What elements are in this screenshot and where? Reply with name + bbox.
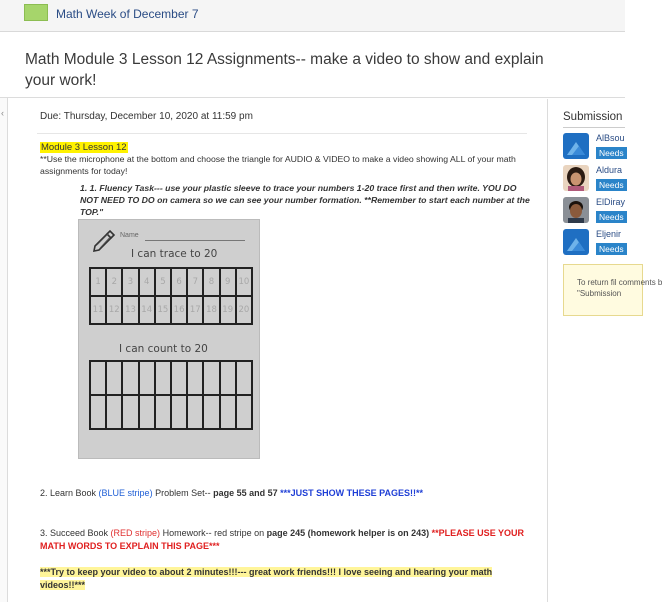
count-cell	[236, 361, 252, 395]
submission-item[interactable]	[563, 197, 633, 227]
assignment-content	[9, 99, 548, 602]
divider	[37, 133, 527, 134]
status-badge: Needs	[596, 179, 627, 191]
count-cell	[220, 395, 236, 429]
default-avatar-icon	[563, 229, 589, 255]
student-name[interactable]: AlBsou	[596, 133, 625, 143]
step-succeed-book	[40, 527, 535, 553]
avatar	[563, 165, 589, 191]
breadcrumb-folder-link[interactable]: Math Week of December 7	[56, 7, 199, 21]
closing-text: ***Try to keep your video to about 2 minutes!!!--- great work friends!!! I love seeing and hearing your math videos!!***	[40, 567, 493, 590]
trace-cell: 2	[106, 268, 122, 296]
count-cell	[155, 395, 171, 429]
trace-cell: 11	[90, 296, 106, 324]
fluency-task: 1. 1. Fluency Task--- use your plastic sleeve to trace your numbers 1-20 trace first and then write. YOU DO NOT NEED TO DO on camera so we can see your number formation. **Remember to start each number at the TOP."	[80, 183, 530, 217]
submissions-title: Submission	[563, 111, 623, 123]
count-cell	[220, 361, 236, 395]
trace-cell: 17	[187, 296, 203, 324]
count-cell	[187, 361, 203, 395]
trace-cell: 5	[155, 268, 171, 296]
trace-cell: 13	[122, 296, 138, 324]
trace-cell: 4	[139, 268, 155, 296]
default-avatar-icon	[563, 133, 589, 159]
trace-cell: 14	[139, 296, 155, 324]
submission-item[interactable]	[563, 165, 633, 195]
step2-middle: Problem Set--	[152, 488, 214, 498]
chevron-left-icon: ‹	[1, 108, 4, 118]
left-rail-toggle[interactable]	[0, 98, 8, 602]
count-grid	[89, 360, 253, 430]
page-title: Math Module 3 Lesson 12 Assignments-- make a video to show and explain your work!	[25, 51, 544, 89]
instructions-intro: **Use the microphone at the bottom and choose the triangle for AUDIO & VIDEO to make a video showing ALL of your math assignments for today!	[40, 154, 516, 176]
count-cell	[171, 395, 187, 429]
closing-note	[40, 566, 520, 592]
count-cell	[203, 361, 219, 395]
status-badge: Needs	[596, 147, 627, 159]
count-cell	[155, 361, 171, 395]
notice-text: To return fil comments b "Submission	[577, 278, 663, 298]
count-cell	[139, 361, 155, 395]
trace-cell: 1	[90, 268, 106, 296]
avatar	[563, 197, 589, 223]
trace-cell: 7	[187, 268, 203, 296]
step3-helper: (homework helper is on 243)	[305, 528, 430, 538]
trace-cell: 16	[171, 296, 187, 324]
count-cell	[236, 395, 252, 429]
step-learn-book	[40, 488, 535, 498]
trace-grid	[89, 267, 253, 325]
step3-note: **PLEASE USE YOUR MATH WORDS TO EXPLAIN THIS PAGE***	[40, 528, 525, 551]
worksheet-name-label: Name	[120, 232, 139, 239]
count-cell	[106, 395, 122, 429]
trace-cell: 15	[155, 296, 171, 324]
count-cell	[139, 395, 155, 429]
status-badge: Needs	[596, 211, 627, 223]
folder-icon	[24, 4, 48, 21]
trace-cell: 9	[220, 268, 236, 296]
trace-cell: 18	[203, 296, 219, 324]
count-cell	[187, 395, 203, 429]
trace-cell: 19	[220, 296, 236, 324]
student-name[interactable]: Eljenir	[596, 229, 622, 239]
count-cell	[171, 361, 187, 395]
trace-cell: 8	[203, 268, 219, 296]
trace-cell: 12	[106, 296, 122, 324]
step2-pages: page 55 and 57	[213, 488, 278, 498]
divider	[563, 127, 625, 128]
due-date: Due: Thursday, December 10, 2020 at 11:59 pm	[40, 111, 253, 122]
title-area	[0, 33, 625, 98]
pencil-icon	[92, 228, 116, 252]
submission-item[interactable]	[563, 133, 633, 163]
step2-stripe: (BLUE stripe)	[98, 488, 153, 498]
step2-note: ***JUST SHOW THESE PAGES!!**	[277, 488, 423, 498]
submissions-panel	[549, 99, 663, 602]
step2-prefix: 2. Learn Book	[40, 488, 99, 498]
worksheet-title-trace: I can trace to 20	[131, 248, 218, 260]
breadcrumb	[0, 0, 625, 32]
count-cell	[90, 395, 106, 429]
step3-stripe: (RED stripe)	[110, 528, 161, 538]
student-name[interactable]: ElDiray	[596, 197, 626, 207]
module-heading: Module 3 Lesson 12	[41, 142, 127, 153]
step3-prefix: 3. Succeed Book	[40, 528, 111, 538]
count-cell	[106, 361, 122, 395]
status-badge: Needs	[596, 243, 627, 255]
step3-page: page 245	[266, 528, 306, 538]
trace-cell: 10	[236, 268, 252, 296]
worksheet-title-count: I can count to 20	[119, 343, 208, 355]
trace-cell: 20	[236, 296, 252, 324]
submission-item[interactable]	[563, 229, 633, 259]
trace-cell: 6	[171, 268, 187, 296]
name-line	[145, 240, 245, 241]
count-cell	[122, 361, 138, 395]
count-cell	[122, 395, 138, 429]
count-cell	[203, 395, 219, 429]
worksheet-photo	[78, 219, 260, 459]
step3-middle: Homework-- red stripe on	[160, 528, 267, 538]
trace-cell: 3	[122, 268, 138, 296]
count-cell	[90, 361, 106, 395]
student-name[interactable]: Aldura	[596, 165, 623, 175]
return-notice	[563, 264, 663, 316]
